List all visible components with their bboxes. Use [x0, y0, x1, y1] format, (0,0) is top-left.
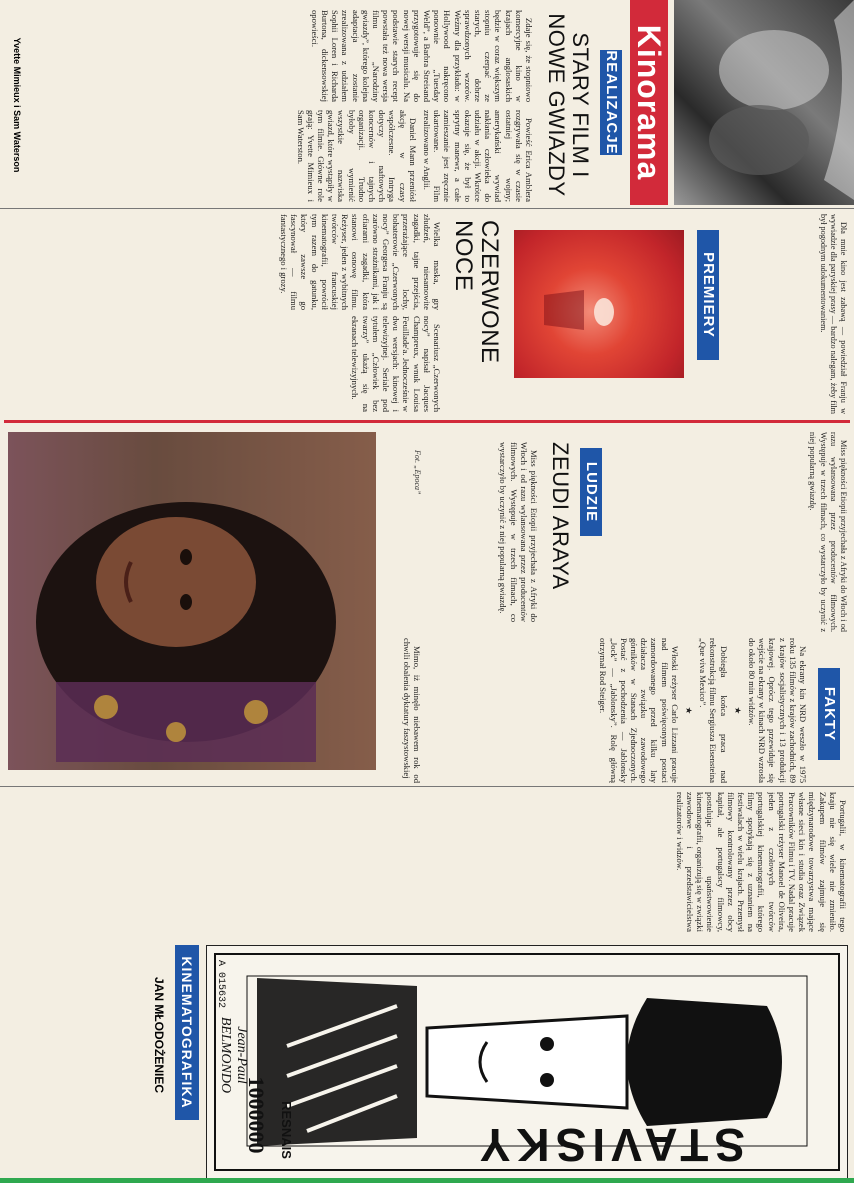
ludzie-p: Miss piękności Etiopii przyjechała z Afryki do Włoch i od razu wylansowana przez producentów filmowych. Występuje w trzech filmach, co wystarczyło by uczynić z niej popularną gwiazdę.: [498, 442, 539, 622]
poster-stavisky: STAVISKY: [473, 1119, 745, 1171]
tag-realizacje: REALIZACJE: [600, 50, 622, 155]
premiery-body-2: [22, 316, 442, 412]
divider-1: [0, 208, 854, 209]
poster-belmondo: Jean-Paul BELMONDO: [218, 1016, 249, 1094]
realizacje-byline: Yvette Mimieux i Sam Waterson: [12, 37, 22, 173]
premiery-body: [22, 214, 442, 310]
premiery-p3: Dla mnie kino jest zabawą — powiedział Franju w wywiadzie dla paryskiej prasy — bardzo nalegam, żeby film był pogodnym udokumentowaniem.: [818, 214, 848, 414]
premiery-p1: Wielka maska, gry złudzeń, niesamowite zagadki, tajne przejścia, przerażające lochy, bohaterowie „Czerwonych nocy” Georgesa Franju są zarówno strażnikami, jak i ofiarami zagadki, która stanowi osnowę filmu. Reżyser, jeden z wybitnych twórców francuskiej kinematografii, powrócił tym razem do gatunku, który zawsze go fascynował — filmu fantastycznego i grozy.: [278, 214, 442, 310]
realizacje-p1: Zdaje się, że stopniowo komercyjne kino w krajach anglosaskich będzie w coraz większym stopniu czerpać ze starych, dobrze sprawdzonych wzorów. Weźmy dla przykładu: w Hollywood nakręcono ponownie „Tuesday Weld”, a Barbra Streisand przygotowuje się do nowej wersji musicalu. Na podstawie starych recept powstała też nowa wersja filmu „Narodziny gwiazdy”, którego kolejna adaptacja zostanie zrealizowana z udziałem Sophii Loren i Richarda Burtona, dickensowskiej opowieści.: [309, 10, 534, 102]
red-photo: [514, 230, 684, 378]
kinematografika-body: [328, 792, 848, 932]
ludzie-title: ZEUDI ARAYA: [548, 442, 573, 590]
tag-kinematografika: KINEMATOGRAFIKA: [175, 945, 199, 1120]
masthead: Kinorama: [630, 0, 668, 205]
red-rule-top: [4, 420, 850, 423]
premiery-p2: Scenariusz „Czerwonych nocy” napisał Jacques Champreux, wnuk Louisa Feuillade'a. Jednocześnie w dwu wersjach: kinowej i telewizyjnej. Seriale pod tytułem „Człowiek bez twarzy” ukażą się na ekranach telewizyjnych.: [350, 316, 442, 412]
realizacje-body-2: [29, 110, 534, 202]
red-photo-shapes: [514, 230, 684, 378]
poster-banknote: 1000000: [244, 1076, 269, 1154]
ludzie-body: [429, 442, 539, 622]
ludzie-top-p: Miss piękności Etiopii przyjechała z Afryki do Włoch i od razu wylansowana przez producentów filmowych. Występuje w trzech filmach, co wystarczyło by uczynić z niej popularną gwiazdę.: [808, 432, 848, 632]
photo-credit: Fot. „Epoca”: [413, 450, 422, 495]
realizacje-body: [29, 10, 534, 102]
tag-ludzie: LUDZIE: [580, 448, 602, 536]
premiery-intro: [748, 214, 848, 414]
star-separator: ★: [732, 706, 743, 715]
kinematografika-author: JAN MŁODOŻENIEC: [152, 976, 166, 1093]
kinematografika-p: Portugalii, w kinematografii tego kraju nie się wiele nie zmieniło. Zakupem filmów zajmuje się międzynarodowe towarzystwa mające własne sieci kin i studia oraz Związek Pracowników Filmu i TV. Nadal pracuje portugalski reżyser Manoel de Oliveira, jeden z czołowych twórców portugalskiej kinematografii, którego filmy spotykają się z uznaniem na festiwalach w wielu krajach. Przemysł filmowy kontrolowany przez obcy kapitał, ale portugalscy filmowcy, postulując upaństwowienie kinematografii, organizują się w związki zawodowe i przedstawicielstwa realizatorów i widzów.: [674, 792, 848, 932]
photo-shapes: [674, 0, 854, 205]
ludzie-top-text: [738, 432, 848, 632]
star-separator-2: ★: [683, 706, 694, 715]
poster-serial: A 015632: [215, 960, 226, 1009]
poster-resnais: RESNAIS: [279, 1101, 294, 1159]
portrait-zeudi-araya: [8, 432, 376, 770]
divider-2: [0, 786, 854, 787]
photo-mimieux-waterston: [674, 0, 854, 205]
fakty-item-2: Dobiegła końca praca nad rekonstrukcją filmu Sergiusza Eisensteina „Que viva Mexico”.: [698, 638, 729, 783]
fakty-item-3: Włoski reżyser Carlo Lizzani pracuje nad filmem poświęconym postaci zamordowanego przed kilku laty działacza związku zawodowego górników w Stanach Zjednoczonych. Postać z pochodzenia — Jablonsky „Jock” — „Jablonsky”. Rolę główną otrzymał Rod Steiger.: [598, 638, 680, 783]
fakty-item-1: Na ekrany kin NRD weszło w 1975 roku 135 filmów z krajów zachodnich, 89 z krajów socjalistycznych i 13 produkcji krajowej. Oprócz tego przewiduje się wejście na ekrany w kinach NRD wzrosła do około 80 min widzów.: [746, 638, 808, 783]
realizacje-title: STARY FILM I NOWE GWIAZDY: [544, 13, 593, 197]
tag-premiery: PREMIERY: [697, 230, 719, 360]
tag-fakty: FAKTY: [818, 668, 840, 760]
fakty-item-4: Mimo, iż minęło niebawem rok od chwili obalenia dyktatury faszystowskiej: [401, 638, 422, 783]
realizacje-p3: Daniel Mann przeniósł akcję w czasy współczesne. Intryga dotyczy naftowych koncernów i tajnych organizacji. Trudno byłoby wymienić wszystkie nazwiska gwiazd, które wystąpiły w tym filmie. Główne role grają: Yvette Mimieux i Sam Waterston.: [295, 110, 418, 202]
premiery-title: CZERWONE NOCE: [450, 220, 503, 364]
portrait-shapes: [8, 432, 376, 770]
realizacje-p2: Powieść Erica Amblera rozgrywała się w czasie ostatniej wojny; amerykański wywiad nakłania człowieka do udziału w akcji. Wkrótce okazuje się, że był to sprytny manewr, a całe zamieszanie jest zręcznie ukartowane. Film zrealizowano w Anglii.: [421, 110, 534, 202]
fakty-body-1: [388, 638, 808, 783]
page-edge: [0, 1178, 854, 1183]
fakty-body-2: [382, 638, 422, 783]
